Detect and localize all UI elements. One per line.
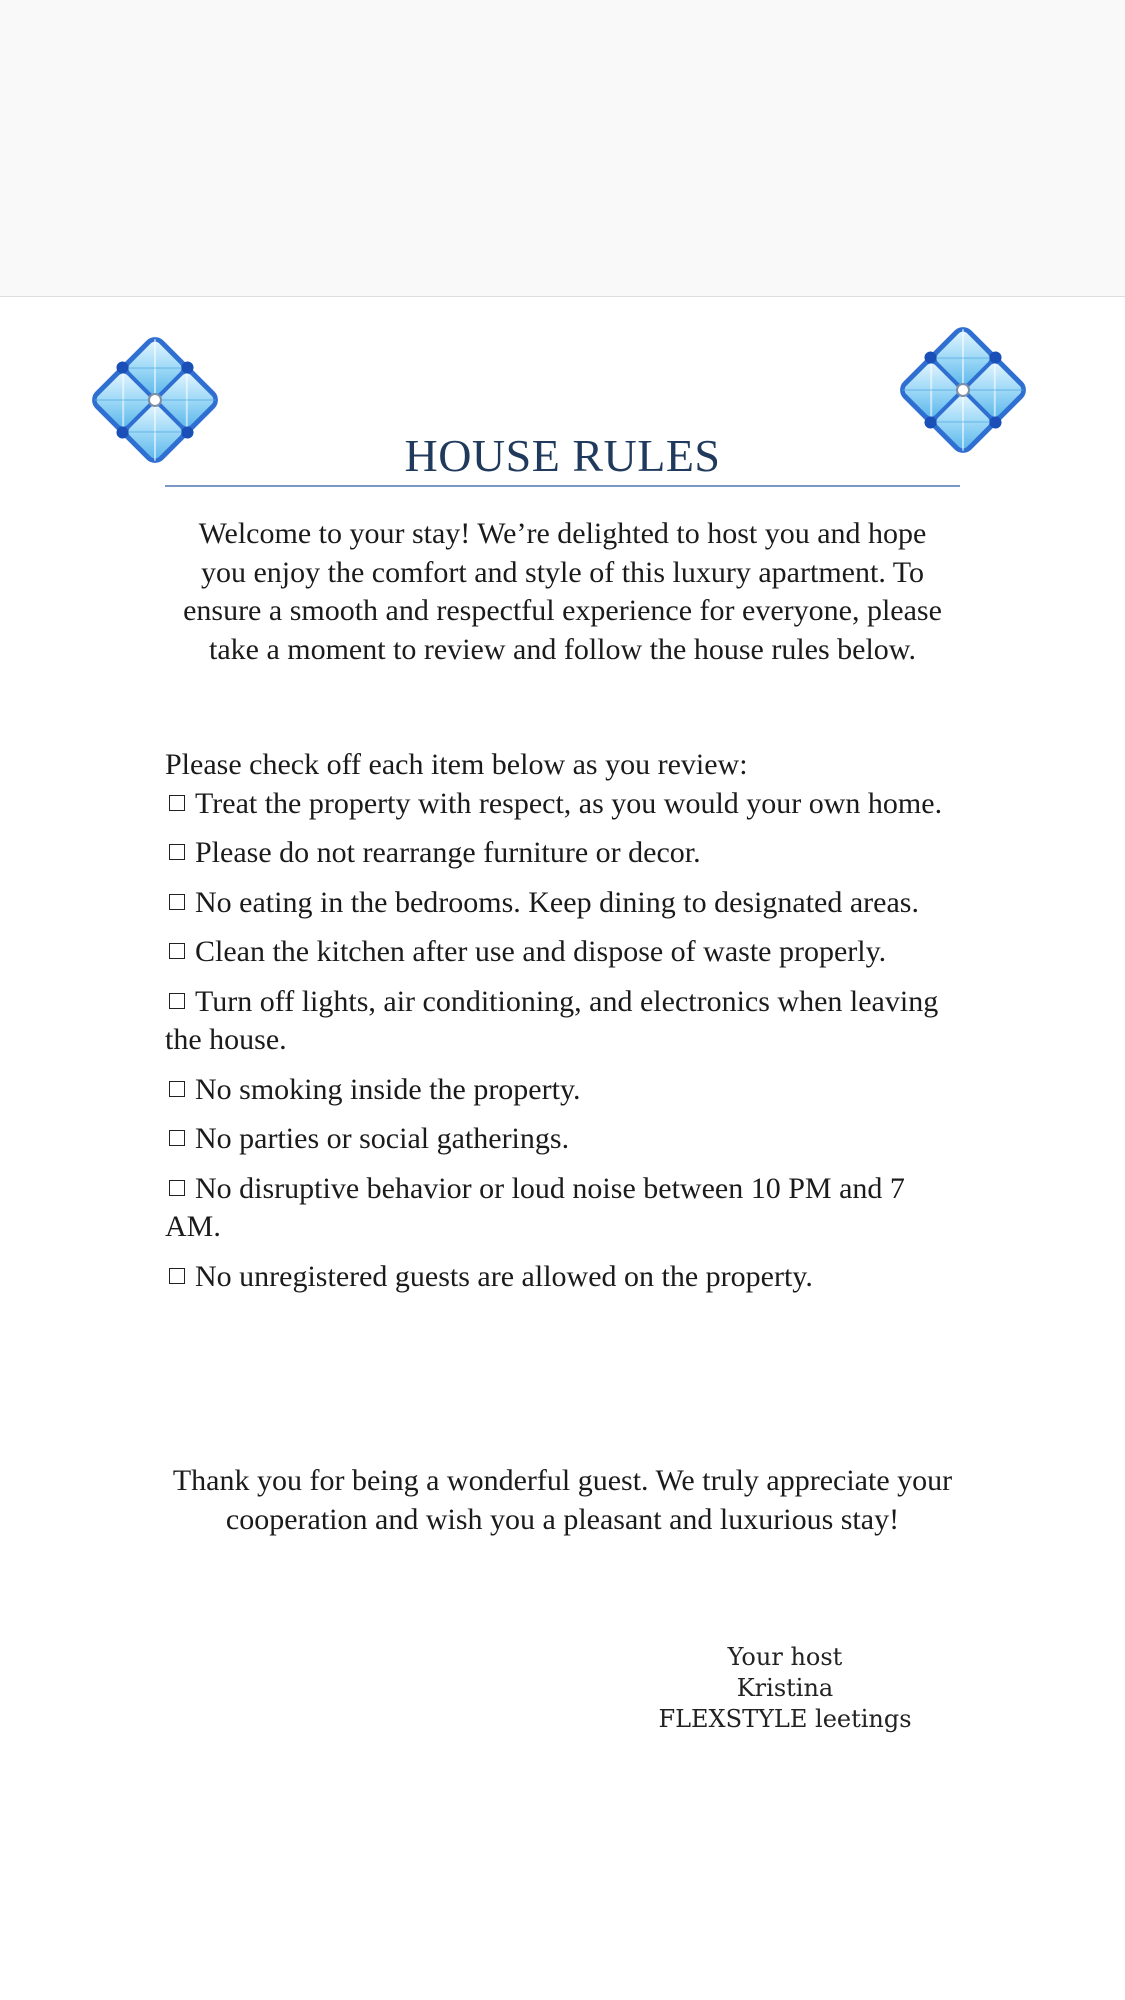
rule-text: Please do not rearrange furniture or decor.: [195, 836, 701, 869]
rule-text: No unregistered guests are allowed on the property.: [195, 1259, 813, 1293]
rule-text: Clean the kitchen after use and dispose of waste properly.: [195, 935, 887, 968]
rule-text: Treat the property with respect, as you would your own home.: [195, 786, 943, 820]
rule-item[interactable]: [165, 1071, 965, 1110]
host-signature: [600, 1642, 970, 1735]
rules-checklist: [165, 746, 965, 1307]
checklist-heading: Please check off each item below as you review:: [165, 748, 748, 781]
signature-line-role: Your host: [727, 1643, 843, 1671]
rule-item[interactable]: [165, 1120, 965, 1159]
checkbox-icon[interactable]: [169, 844, 185, 860]
checkbox-icon[interactable]: [169, 795, 185, 811]
rule-text: No disruptive behavior or loud noise between 10 PM and 7 AM.: [165, 1171, 905, 1243]
checkbox-icon[interactable]: [169, 1268, 185, 1284]
rule-item[interactable]: [165, 983, 965, 1060]
signature-line-name: Kristina: [736, 1674, 834, 1702]
rule-item[interactable]: [165, 884, 965, 923]
checkbox-icon[interactable]: [169, 894, 185, 910]
rule-text: Turn off lights, air conditioning, and electronics when leaving the house.: [165, 984, 939, 1056]
rule-item[interactable]: [165, 1258, 965, 1297]
rule-text: No smoking inside the property.: [195, 1072, 581, 1106]
top-blank-band: [0, 0, 1125, 297]
closing-paragraph: Thank you for being a wonderful guest. We truly appreciate your cooperation and wish you a pleasant and luxurious stay!: [172, 1464, 953, 1536]
checkbox-icon[interactable]: [169, 1081, 185, 1097]
checkbox-icon[interactable]: [169, 993, 185, 1009]
rule-item[interactable]: [165, 933, 965, 972]
signature-line-company: FLEXSTYLE leetings: [658, 1705, 912, 1733]
rule-text: No eating in the bedrooms. Keep dining to designated areas.: [195, 885, 919, 919]
rule-item[interactable]: [165, 834, 965, 873]
checkbox-icon[interactable]: [169, 943, 185, 959]
title-divider: [165, 485, 960, 487]
checkbox-icon[interactable]: [169, 1180, 185, 1196]
intro-paragraph: Welcome to your stay! We’re delighted to host you and hope you enjoy the comfort and style of this luxury apartment. To ensure a smooth and respectful experience for everyone, please take a moment to review and follow the house rules below.: [183, 517, 942, 666]
checkbox-icon[interactable]: [169, 1130, 185, 1146]
page-title: HOUSE RULES: [404, 430, 721, 481]
rule-text: No parties or social gatherings.: [195, 1122, 570, 1155]
rule-item[interactable]: [165, 1170, 965, 1247]
rule-item[interactable]: [165, 785, 965, 824]
